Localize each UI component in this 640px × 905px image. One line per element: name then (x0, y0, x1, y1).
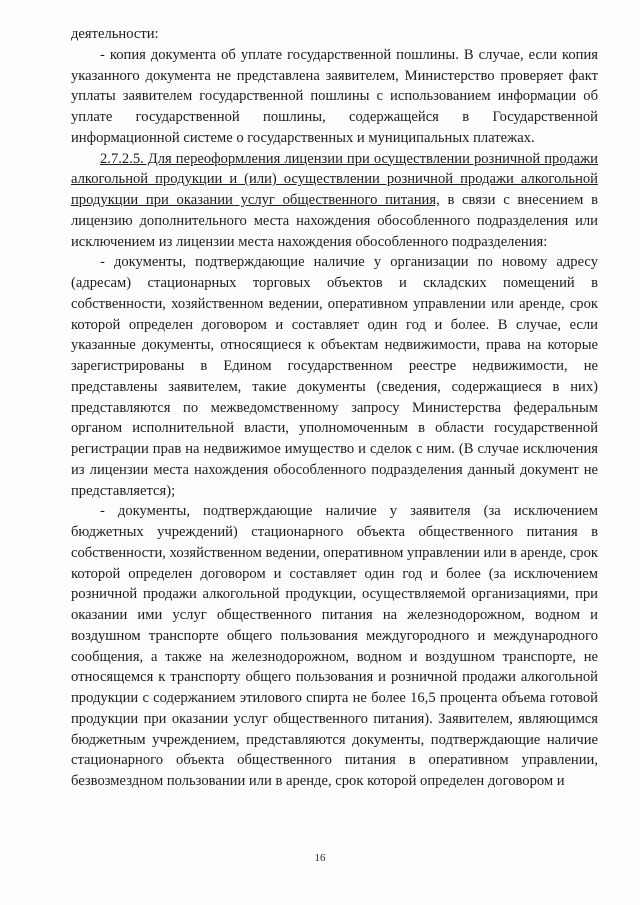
paragraph-catering-documents: - документы, подтверждающие наличие у заявителя (за исключением бюджетных учреждений) стационарного объекта общественного питания в собственности, хозяйственном ведении, оперативном управлении или в аренде, срок которой определен договором и составляет один год и более (за исключением розничной продажи алкогольной продукции, осуществляемой организациями, при оказании ими услуг общественного питания на железнодорожном, водном и воздушном транспорте общего пользования междугородного и международного сообщения, а также на железнодорожном, водном и воздушном транспорте, не относящемся к транспорту общего пользования и розничной продажи алкогольной продукции с содержанием этилового спирта не более 16,5 процента объема готовой продукции при оказании услуг общественного питания). Заявителем, являющимся бюджетным учреждением, представляются документы, подтверждающие наличие стационарного объекта общественного питания в оперативном управлении, безвозмездном пользовании или в аренде, срок которой определен договором и (71, 503, 598, 789)
section-heading-underlined: 2.7.2.5. Для переоформления лицензии при осуществлении розничной продажи алкогольной продукции и (или) осуществлении розничной продажи алкогольной продукции при оказании услуг общественного питания, (71, 150, 598, 208)
page-number: 16 (314, 852, 326, 864)
document-body (71, 24, 598, 792)
paragraph-state-fee-copy: - копия документа об уплате государственной пошлины. В случае, если копия указанного документа не представлена заявителем, Министерство проверяет факт уплаты заявителем государственной пошлины с использованием информации об уплате государственной пошлины, содержащейся в Государственной информационной системе о государственных и муниципальных платежах. (71, 46, 598, 146)
paragraph-section-2-7-2-5 (71, 149, 598, 253)
paragraph-continuation: деятельности: (71, 26, 159, 42)
section-heading-rest: в связи с внесением в лицензию дополнительного места нахождения обособленного подразделения или исключением из лицензии места нахождения обособленного подразделения: (71, 192, 598, 250)
paragraph-premises-documents: - документы, подтверждающие наличие у организации по новому адресу (адресам) стационарных торговых объектов и складских помещений в собственности, хозяйственном ведении, оперативном управлении или аренде, срок которой определен договором и составляет один год и более. В случае, если указанные документы, относящиеся к объектам недвижимости, права на которые зарегистрированы в Едином государственном реестре недвижимости, не представлены заявителем, такие документы (сведения, содержащиеся в них) представляются по межведомственному запросу Министерства федеральным органом исполнительной власти, уполномоченным в области государственной регистрации прав на недвижимое имущество и сделок с ним. (В случае исключения из лицензии места нахождения обособленного подразделения данный документ не представляется); (71, 254, 598, 499)
